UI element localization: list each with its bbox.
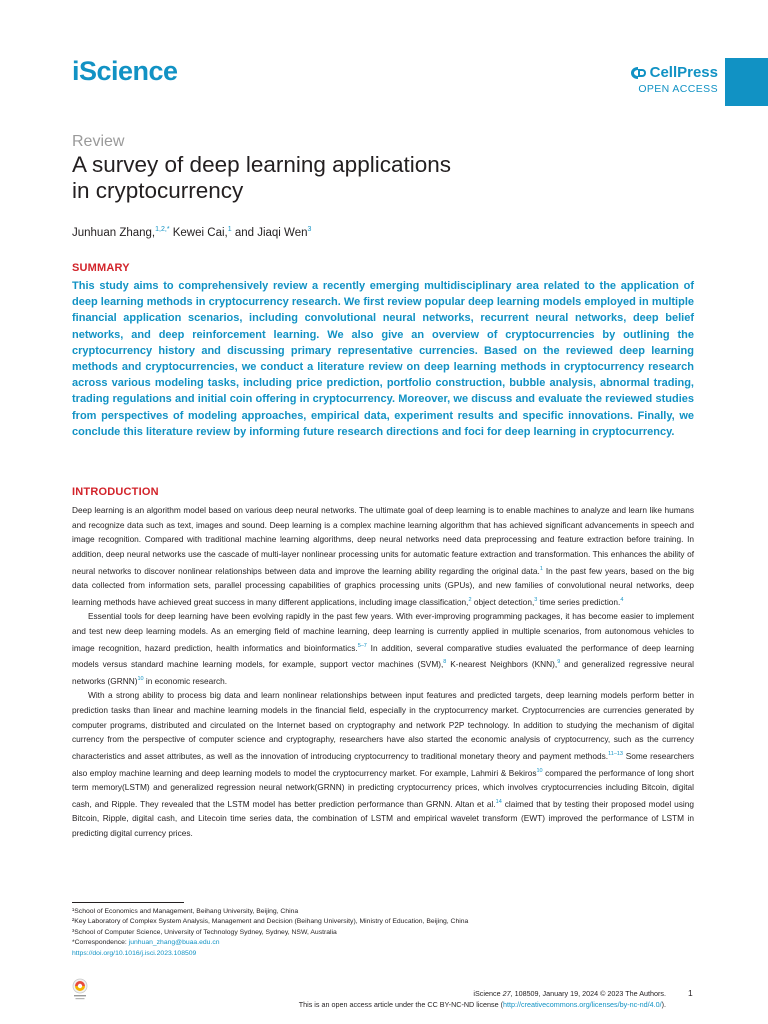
- affiliation-ref[interactable]: 3: [307, 226, 312, 233]
- text-run: Some researchers also employ machine learning and deep learning models to model the cryptocurrency market. For example, Lahmiri & Bekiros: [72, 750, 694, 778]
- license-link[interactable]: http://creativecommons.org/licenses/by-nc-nd/4.0/: [503, 1000, 662, 1009]
- introduction-body: [72, 503, 694, 841]
- text-run: object detection,: [471, 596, 535, 607]
- paragraph: [72, 503, 694, 609]
- ref-link[interactable]: 5–7: [357, 642, 367, 649]
- ref-link[interactable]: 9: [557, 659, 561, 666]
- text-run: and generalized regressive neural networks (GRNN): [72, 659, 694, 686]
- cellpress-logo: [592, 64, 718, 95]
- author-name: Kewei Cai,: [169, 226, 228, 239]
- text-run: Deep learning is an algorithm model based on various deep neural networks. The ultimate goal of deep learning is to enable machines to analyze and learn like humans and recognize data such as text, images and sound. Deep learning is a complex machine learning algorithm that has achieved significant advancements in speech and image recognition. Compared with traditional machine learning algorithms, deep neural networks need data preprocessing and feature extraction before training. In addition, deep neural networks use the cascade of multi-layer nonlinear processing units for automatic feature extraction and transformation. This enhances the ability of neural networks to discover nonlinear relationships between data and improve the learning ability regarding the original data.: [72, 505, 694, 576]
- license-line: [200, 1000, 666, 1009]
- correspondence-email-link[interactable]: junhuan_zhang@buaa.edu.cn: [128, 939, 220, 947]
- paragraph: [72, 688, 694, 840]
- journal-logo: iScience: [72, 56, 178, 86]
- text-run: In the past few years, based on the big data collected from information sets, parallel processing capabilities of graphics processing units (GPUs), and new families of convolutional neural networks, deep learning methods have achieved great success in many different applications, including image classification,: [72, 565, 695, 607]
- author-list: [72, 226, 311, 239]
- author-name: and Jiaqi Wen: [231, 226, 308, 239]
- footer-journal: iScience: [473, 989, 503, 998]
- correspondence-label: *Correspondence:: [72, 939, 129, 947]
- text-run: in economic research.: [143, 675, 228, 686]
- page-number: 1: [688, 988, 693, 998]
- text-run: time series prediction.: [537, 596, 621, 607]
- footnote-divider: [72, 902, 184, 903]
- text-run: In addition, several comparative studies evaluated the performance of deep learning models versus standard machine learning models, for example, support vector machines (SVM),: [72, 642, 694, 670]
- footer-volume: 27: [502, 989, 511, 998]
- summary-heading: SUMMARY: [72, 262, 130, 274]
- affiliation-ref[interactable]: 1,2,: [155, 226, 167, 233]
- text-run: K-nearest Neighbors (KNN),: [446, 659, 558, 670]
- affiliation-2: ²Key Laboratory of Complex System Analysis, Management and Decision (Beihang University), Ministry of Education, Beijing, China: [72, 918, 469, 926]
- ref-link[interactable]: 2: [468, 596, 472, 603]
- article-type: Review: [72, 133, 125, 150]
- ref-link[interactable]: 1: [539, 565, 543, 572]
- license-text: This is an open access article under the CC BY-NC-ND license (: [298, 1000, 503, 1009]
- corner-color-tab: [725, 58, 768, 106]
- ref-link[interactable]: 10: [536, 767, 543, 774]
- text-run: Essential tools for deep learning have been evolving rapidly in the past few years. With ever-improving programming packages, it has become easier to implement and test new deep learning models. As an emerging field of machine learning, deep learning is currently applied in multiple scenarios, from autonomous vehicles to image recognition, hazard prediction, health informatics and bioinformatics.: [72, 611, 694, 653]
- ref-link[interactable]: 11–13: [608, 751, 623, 758]
- introduction-heading: INTRODUCTION: [72, 486, 159, 498]
- title-line-2: in cryptocurrency: [72, 178, 244, 203]
- text-run: With a strong ability to process big data and learn nonlinear relationships between input features and predicted targets, deep learning models perform better in prediction tasks than linear and machine learning models in the financial field, especially in the cryptocurrency market. Cryptocurrencies are currencies generated by computer programs, distributed and circulated on the Internet based on cryptography and network P2P technology. In addition to studying the mechanism of digital currency from the perspective of computer science and cryptography, researchers have also started the economic analysis of cryptocurrency, such as the currency characteristics and asset attributes, as well as the innovation of introducing cryptocurrency to traditional monetary theory and payment methods.: [72, 690, 694, 761]
- text-run: claimed that by testing their proposed model using Bitcoin, Ripple, digital cash, and Litecoin time series data, the combination of LSTM and empirical wavelet transform (EWT) improved the performance of LSTM in predicting digital currency prices.: [72, 798, 695, 838]
- footnotes: [72, 907, 468, 959]
- affiliation-ref[interactable]: 1: [227, 226, 232, 233]
- ref-link[interactable]: 8: [443, 659, 447, 666]
- cellpress-mark-icon: [630, 66, 646, 80]
- open-access-label: OPEN ACCESS: [638, 83, 718, 95]
- check-for-updates-icon[interactable]: [72, 978, 88, 1002]
- corresponding-mark: *: [166, 226, 170, 233]
- ref-link[interactable]: 10: [137, 675, 144, 682]
- affiliation-3: ³School of Computer Science, University of Technology Sydney, Sydney, NSW, Australia: [72, 928, 337, 936]
- ref-link[interactable]: 4: [620, 596, 624, 603]
- text-run: compared the performance of long short term memory(LSTM) and generalized regression neural network(GRNN) in predicting cryptocurrency prices, which involves cryptocurrencies including Bitcoin, digital cash, and Ripple. They revealed that the LSTM model has better prediction performance than GRNN. Altan et al.: [72, 767, 694, 809]
- summary-text: This study aims to comprehensively review a recently emerging multidisciplinary area related to the application of deep learning methods in cryptocurrency research. We first review popular deep learning models employed in multiple financial application scenarios, including convolutional neural networks, recurrent neural networks, deep belief networks, and deep reinforcement learning. We also give an overview of cryptocurrencies by outlining the cryptocurrency history and discussing primary representative currencies. Based on the reviewed deep learning methods and cryptocurrencies, we conduct a literature review on deep learning methods in cryptocurrency research across various modeling tasks, including price prediction, portfolio construction, bubble analysis, abnormal trading, trading regulations and initial coin offering in cryptocurrency. Moreover, we discuss and evaluate the reviewed studies from perspectives of modeling approaches, empirical data, experiment results and specific innovations. Finally, we conclude this literature review by informing future research directions and foci for deep learning in cryptocurrency.: [72, 280, 694, 438]
- ref-link[interactable]: 3: [534, 596, 538, 603]
- title-line-1: A survey of deep learning applications: [72, 152, 451, 177]
- doi-link[interactable]: https://doi.org/10.1016/j.isci.2023.108509: [72, 949, 197, 957]
- author-name: Junhuan Zhang,: [72, 226, 156, 239]
- ref-link[interactable]: 14: [495, 798, 502, 805]
- affiliation-1: ¹School of Economics and Management, Beihang University, Beijing, China: [72, 908, 299, 915]
- correspondence: [72, 938, 468, 948]
- citation-line: [380, 989, 666, 998]
- license-text-end: ).: [661, 1000, 666, 1009]
- article-title: [72, 152, 632, 204]
- paragraph: [72, 609, 694, 688]
- footer-citation: , 108509, January 19, 2024 © 2023 The Authors.: [510, 989, 666, 998]
- cellpress-name: CellPress: [649, 64, 718, 81]
